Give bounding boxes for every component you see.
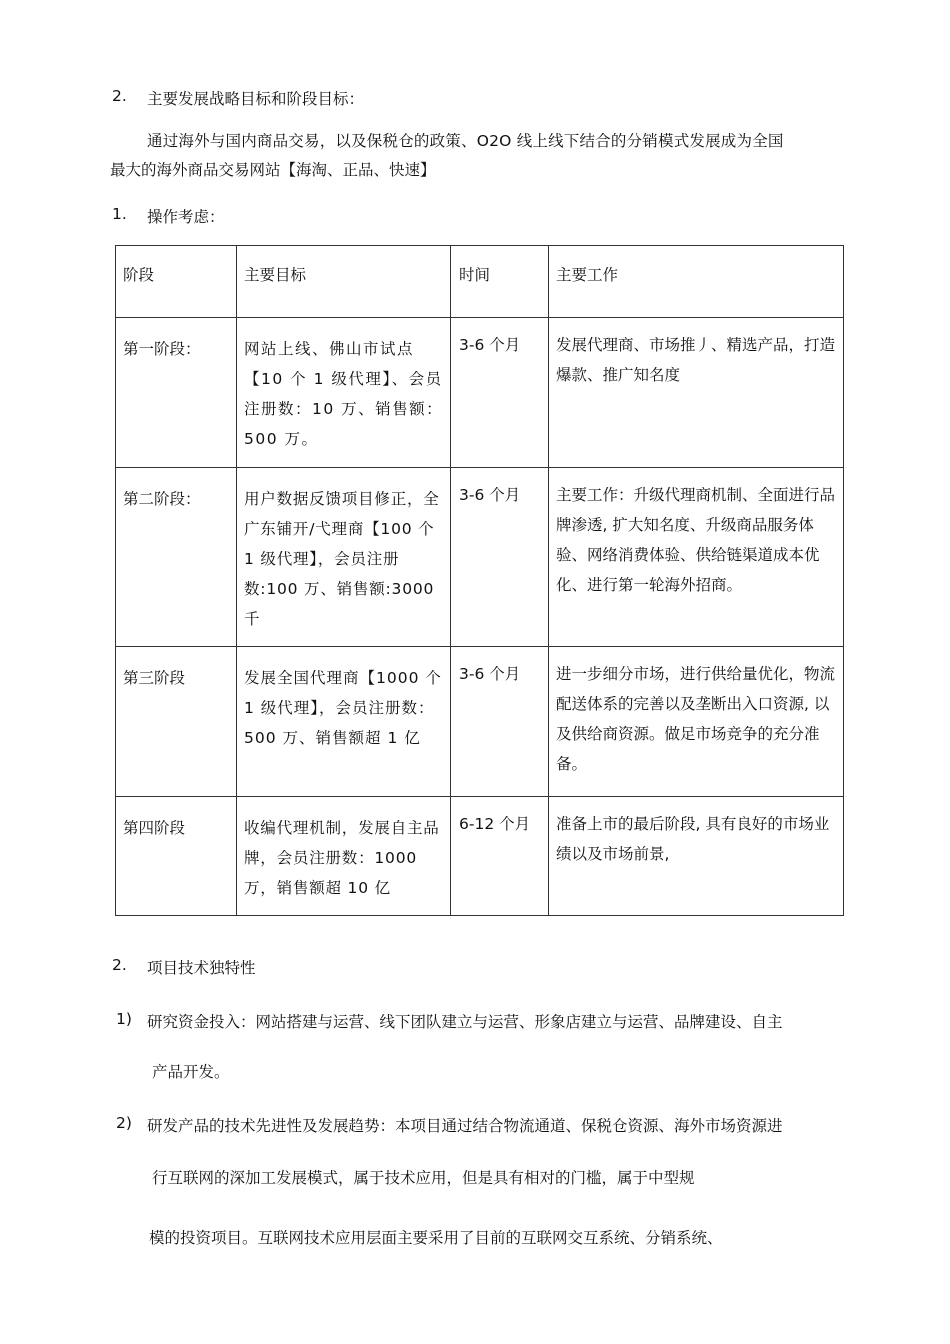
stage-cell: 第四阶段 xyxy=(116,797,237,916)
header-cell: 时间 xyxy=(451,246,549,318)
goal-text: 网站上线、佛山市试点【10 个 1 级代理】、会员注册数：10 万、销售额：500 万。 xyxy=(244,340,444,448)
stage-cell: 第一阶段： xyxy=(116,318,237,468)
work-text: 进一步细分市场，进行供给量优化，物流配送体系的完善以及垄断出入口资源, 以及供给商资源。做足市场竞争的充分准备。 xyxy=(556,665,836,773)
section-heading: 主要发展战略目标和阶段目标： xyxy=(147,90,365,108)
goal-text: 用户数据反馈项目修正，全广东铺开/弋理商【100 个 1 级代理】，会员注册数:100 万、销售额:3000 千 xyxy=(244,490,440,628)
stage-cell: 第二阶段： xyxy=(116,468,237,647)
paragraph-line: 通过海外与国内商品交易，以及保税仓的政策、O2O 线上线下结合的分销模式发展成为全国 xyxy=(147,132,784,150)
table-row xyxy=(116,468,844,647)
work-cell: 发展代理商、市场推丿、精选产品，打造爆款、推广知名度 xyxy=(549,318,844,468)
stage-plan-table xyxy=(115,245,844,916)
time-cell: 3-6 个月 xyxy=(451,318,549,468)
section-number: 1. xyxy=(112,205,127,223)
work-cell: 准备上市的最后阶段, 具有良好的市场业绩以及市场前景, xyxy=(549,797,844,916)
goal-text: 发展全国代理商【1000 个 1 级代理】，会员注册数： 500 万、销售额超 1 亿 xyxy=(244,669,442,747)
table-header-row xyxy=(116,246,844,318)
section-number: 2. xyxy=(112,956,127,974)
goal-cell xyxy=(237,318,451,468)
section-heading: 操作考虑： xyxy=(147,208,225,226)
list-item-line: 行互联网的深加工发展模式，属于技术应用，但是具有相对的门槛，属于中型规 xyxy=(152,1169,695,1187)
section-number: 2. xyxy=(112,87,127,105)
list-item-line: 模的投资项目。互联网技术应用层面主要采用了目前的互联网交互系统、分销系统、 xyxy=(149,1229,723,1247)
paragraph-line: 最大的海外商品交易网站【海淘、正品、快速】 xyxy=(110,161,436,179)
header-cell: 主要工作 xyxy=(549,246,844,318)
header-cell: 主要目标 xyxy=(237,246,451,318)
goal-cell xyxy=(237,468,451,647)
table-row xyxy=(116,797,844,916)
work-cell xyxy=(549,468,844,647)
work-text: 主要工作：升级代理商机制、全面进行品牌渗透, 扩大知名度、升级商品服务体验、网络消费体验、供给链渠道成本优化、进行第一轮海外招商。 xyxy=(556,486,836,594)
time-cell: 3-6 个月 xyxy=(451,647,549,797)
goal-cell xyxy=(237,647,451,797)
stage-cell: 第三阶段 xyxy=(116,647,237,797)
header-cell: 阶段 xyxy=(116,246,237,318)
list-item-number: 2) xyxy=(116,1114,132,1132)
list-item-line: 研究资金投入：网站搭建与运营、线下团队建立与运营、形象店建立与运营、品牌建设、自主 xyxy=(147,1013,783,1031)
table-row xyxy=(116,318,844,468)
section-heading: 项目技术独特性 xyxy=(147,959,256,977)
goal-text: 收编代理机制，发展自主品牌，会员注册数：1000 万，销售额超 10 亿 xyxy=(244,819,440,897)
list-item-line: 研发产品的技术先进性及发展趋势：本项目通过结合物流通道、保税仓资源、海外市场资源进 xyxy=(147,1117,783,1135)
goal-cell xyxy=(237,797,451,916)
time-cell: 6-12 个月 xyxy=(451,797,549,916)
list-item-number: 1) xyxy=(116,1010,132,1028)
work-cell xyxy=(549,647,844,797)
list-item-line: 产品开发。 xyxy=(152,1063,230,1081)
time-cell: 3-6 个月 xyxy=(451,468,549,647)
table-row xyxy=(116,647,844,797)
